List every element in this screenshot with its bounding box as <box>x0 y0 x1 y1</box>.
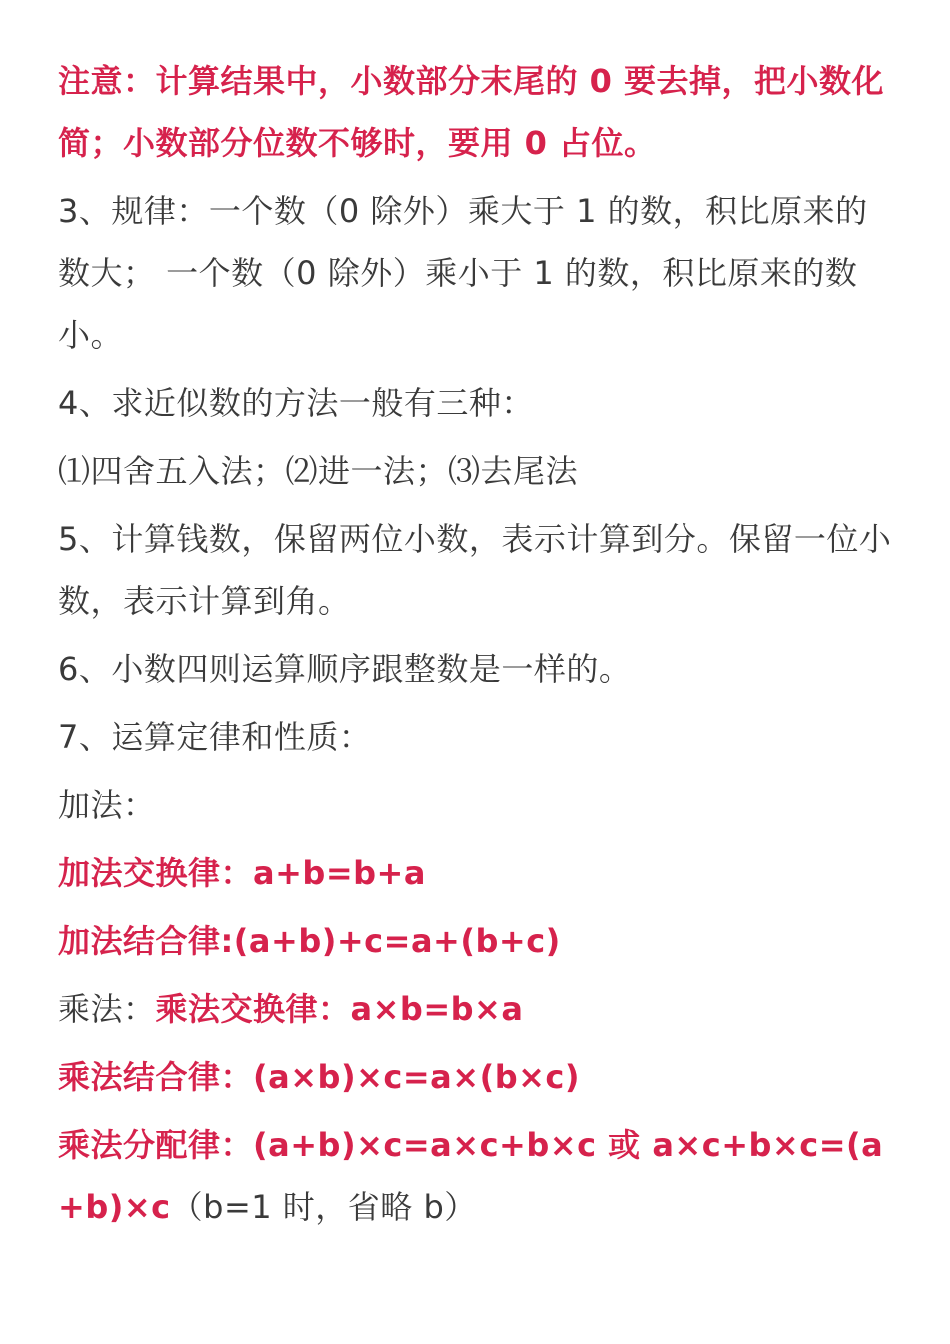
rule-3-paragraph: 3、规律：一个数（0 除外）乘大于 1 的数，积比原来的数大； 一个数（0 除外）乘小于 1 的数，积比原来的数小。 <box>58 192 868 354</box>
addition-associative-law: 加法结合律:(a+b)+c=a+(b+c) <box>58 922 561 960</box>
rule-7-paragraph: 7、运算定律和性质： <box>58 718 372 756</box>
multiplication-label: 乘法： <box>58 990 156 1028</box>
addition-label: 加法： <box>58 786 156 824</box>
multiplication-distributive-law: 乘法分配律：(a+b)×c=a×c+b×c 或 a×c+b×c=(a+b)×c <box>58 1126 884 1226</box>
multiplication-distributive-line <box>58 1114 900 1238</box>
multiplication-associative-law: 乘法结合律：(a×b)×c=a×(b×c) <box>58 1058 581 1096</box>
rule-6-paragraph: 6、小数四则运算顺序跟整数是一样的。 <box>58 650 632 688</box>
rule-5-paragraph: 5、计算钱数，保留两位小数，表示计算到分。保留一位小数，表示计算到角。 <box>58 520 892 620</box>
distributive-note: （b=1 时，省略 b） <box>170 1188 477 1226</box>
addition-commutative-law: 加法交换律：a+b=b+a <box>58 854 426 892</box>
note-paragraph: 注意：计算结果中，小数部分末尾的 0 要去掉，把小数化简；小数部分位数不够时，要用 0 占位。 <box>58 62 885 162</box>
approximation-methods: ⑴四舍五入法；⑵进一法；⑶去尾法 <box>58 452 579 490</box>
rule-4-paragraph: 4、求近似数的方法一般有三种： <box>58 384 534 422</box>
multiplication-line <box>58 978 900 1040</box>
multiplication-commutative-law: 乘法交换律：a×b=b×a <box>155 990 524 1028</box>
